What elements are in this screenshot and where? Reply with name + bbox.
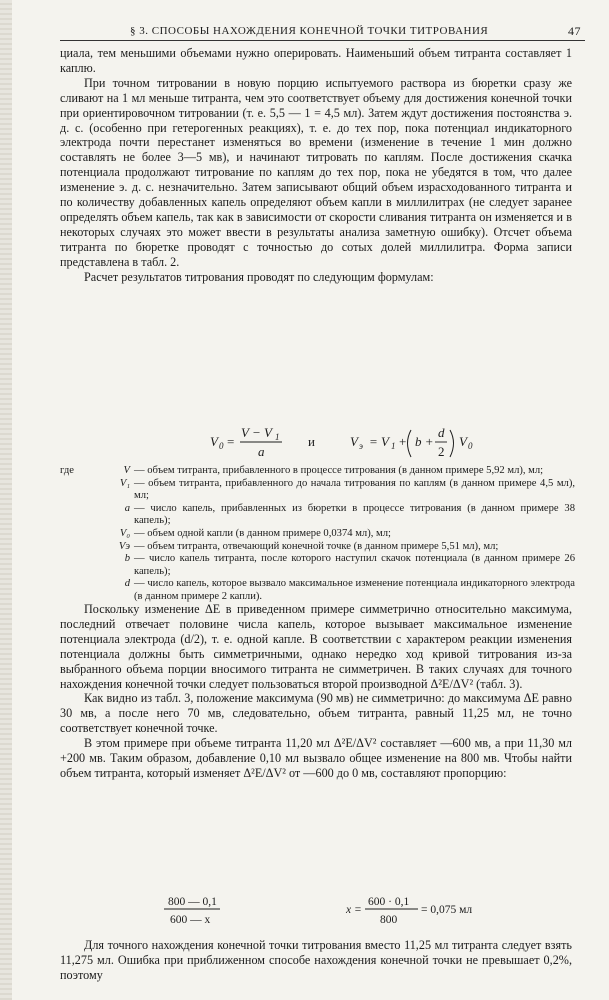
f2-rhs-a-sub: 1 <box>391 441 396 451</box>
f2-b: b + <box>415 434 434 449</box>
paragraph: Поскольку изменение ΔE в приведенном примере симметрично относительно максимума, последний отвечает половине числа капель, которое вызывает максимальное изменение потенциала электрода (d/2), т. е. одной капле. В соответствии с характером реакции изменения потенциала должны быть симметричными, однако нередко ход кривой титрования из-за выбранного объема порции вносимого титранта не симметричен. В таких случаях для точного нахождения конечной точки следует пользоваться второй производной Δ²E/ΔV² (табл. 3). <box>60 602 572 691</box>
def-text: — число капель, прибавленных из бюретки в процессе титрования (в данном примере 38 капель); <box>134 502 575 527</box>
paragraph: В этом примере при объеме титранта 11,20 мл Δ²E/ΔV² составляет —600 мв, а при 11,30 мл +200 мв. Таким образом, добавление 0,10 мл вызвало общее изменение на 800 мв. Чтобы найти объем титранта, который изменяет Δ²E/ΔV² от —600 до 0 мв, составляют пропорцию: <box>60 736 572 780</box>
paragraph: Расчет результатов титрования проводят по следующим формулам: <box>84 269 434 284</box>
running-header <box>60 24 585 41</box>
f2-lhs: V <box>350 434 358 449</box>
f2-frac-num: d <box>438 425 445 440</box>
definition-row <box>60 578 575 603</box>
page-binding-edge <box>0 0 12 1000</box>
f1-den: a <box>258 444 265 459</box>
proportion-svg <box>60 890 572 930</box>
prop-x-result: = 0,075 мл <box>421 904 473 916</box>
def-symbol: V <box>123 465 130 476</box>
paragraph: циала, тем меньшими объемами нужно оперировать. Наименьший объем титранта составляет 1 каплю. <box>60 46 572 75</box>
text-block-bottom <box>60 602 572 781</box>
f2-tail: V <box>459 434 467 449</box>
def-text: — объем титранта, прибавленного до начала титрования по каплям (в данном примере 4,5 мл), мл; <box>134 477 575 502</box>
def-symbol: b <box>124 553 130 565</box>
prop-left-den: 600 — x <box>170 914 211 926</box>
open-paren <box>408 430 412 457</box>
def-text: — число капель титранта, после которого наступил скачок потенциала (в данном примере 26 капель); <box>134 553 575 577</box>
titration-formulas <box>60 424 572 462</box>
def-symbol: d <box>124 578 130 590</box>
definition-row <box>60 528 575 541</box>
f1-lhs: V <box>210 434 218 449</box>
def-text: — объем одной капли (в данном примере 0,0374 мл), мл; <box>134 527 391 539</box>
prop-x-lhs: x = <box>346 904 362 916</box>
definition-row <box>60 541 575 554</box>
def-prefix: где <box>60 465 74 476</box>
paragraph: Как видно из табл. 3, положение максимума (90 мв) не симметрично: до максимума ΔE равно 30 мв, а после него 70 мв, следовательно, объем титранта, равный 11,25 мл, не точно соответствует конечной точке. <box>60 691 572 736</box>
paragraph: Для точного нахождения конечной точки титрования вместо 11,25 мл титранта следует взять 11,275 мл. Ошибка при приближенном способе нахождения конечной точки не превышает 0,2%, поэтому <box>60 938 572 982</box>
text-block-last <box>60 938 572 983</box>
def-symbol: Vэ <box>118 540 130 552</box>
f1-eq: = <box>227 434 235 449</box>
def-symbol: a <box>124 502 130 514</box>
variable-definitions <box>60 465 575 604</box>
prop-x-num: 600 · 0,1 <box>368 896 410 908</box>
definition-row <box>60 503 575 528</box>
prop-left-num: 800 — 0,1 <box>168 896 217 908</box>
f2-plus: + <box>399 434 407 449</box>
def-text: — число капель, которое вызвало максимальное изменение потенциала индикаторного электрода (в данном примере 2 капли). <box>134 578 575 602</box>
prop-x-den: 800 <box>380 914 398 926</box>
f2-tail-sub: 0 <box>468 441 473 451</box>
f2-lhs-sub: э <box>359 441 363 451</box>
proportion-formula <box>60 890 572 930</box>
def-symbol: V₁ <box>119 477 130 489</box>
f1-lhs-sub: 0 <box>219 441 224 451</box>
formula-svg <box>60 424 572 462</box>
def-text: — объем титранта, отвечающий конечной точке (в данном примере 5,51 мл), мл; <box>134 540 499 552</box>
def-text: — объем титранта, прибавленного в процессе титрования (в данном примере 5,92 мл), мл; <box>134 465 544 476</box>
f2-frac-den: 2 <box>438 444 445 459</box>
definition-row <box>60 465 575 478</box>
f1-num-sub: 1 <box>275 432 280 442</box>
def-symbol: V₀ <box>119 527 130 539</box>
f2-rhs-a: = V <box>369 434 389 449</box>
definition-row <box>60 478 575 503</box>
page-number: 47 <box>568 24 581 38</box>
paragraph: При точном титровании в новую порцию испытуемого раствора из бюретки сразу же сливают на 1 мл меньше титранта, чем это соответствует объему для достижения конечной точки при ориентировочном титровании (т. е. 5,5 — 1 = 4,5 мл). Затем ждут достижения постоянства э. д. с. (особенно при гетерогенных реакциях), т. е. до тех пор, пока потенциал индикаторного электрода почти перестанет изменяться во времени (изменение в течение 1 мин должно составлять не более 3—5 мв), и начинают титровать по каплям. После достижения скачка потенциала продолжают титрование по каплям до тех пор, пока не убедятся в том, что далее изменение э. д. с. незначительно. Затем записывают общий объем израсходованного титранта и по количеству добавленных капель определяют объем капли в миллилитрах (не следует заранее определять объем капель, так как в зависимости от скорости сливания титранта он изменяется и в некоторых случаях это может ввести в результаты анализа заметную ошибку). Отсчет объема титранта по бюретке проводят с точностью до сотых долей миллилитра. Форма записи представлена в табл. 2. <box>60 75 572 269</box>
close-paren <box>450 430 454 457</box>
text-block-top <box>60 46 572 285</box>
and-word: и <box>308 434 315 449</box>
header-title: § 3. СПОСОБЫ НАХОЖДЕНИЯ КОНЕЧНОЙ ТОЧКИ ТИТРОВАНИЯ <box>130 25 489 37</box>
f1-num: V − V <box>241 425 272 440</box>
definition-row <box>60 553 575 578</box>
